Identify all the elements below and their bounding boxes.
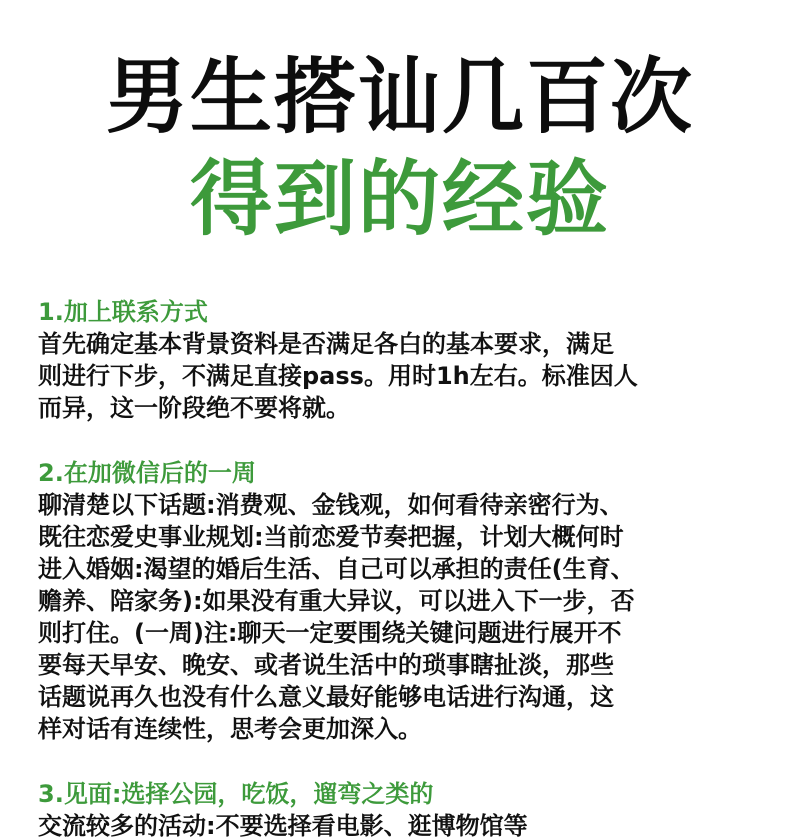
section-heading: 1.加上联系方式: [38, 298, 208, 326]
section-heading: 2.在加微信后的一周: [38, 459, 256, 487]
section-text-line: 交流较多的活动:不要选择看电影、逛博物馆等: [38, 812, 528, 840]
section-text-line: 而异，这一阶段绝不要将就。: [38, 394, 350, 422]
section-text-line: 则打住。(一周)注:聊天一定要围绕关键问题进行展开不: [38, 619, 622, 647]
section-2: [38, 457, 768, 745]
article-content: [38, 296, 768, 840]
section-text-line: 则进行下步，不满足直接pass。用时1h左右。标准因人: [38, 362, 638, 390]
section-text-line: 样对话有连续性，思考会更加深入。: [38, 715, 422, 743]
section-text-line: 进入婚姻:渴望的婚后生活、自己可以承担的责任(生育、: [38, 555, 635, 583]
section-text-line: 赡养、陪家务):如果没有重大异议，可以进入下一步，否: [38, 587, 635, 615]
section-1: [38, 296, 768, 424]
section-text-line: 首先确定基本背景资料是否满足各白的基本要求，满足: [38, 330, 614, 358]
section-text-line: 聊清楚以下话题:消费观、金钱观，如何看待亲密行为、: [38, 491, 624, 519]
title-line-2: 得到的经验: [189, 152, 610, 247]
section-heading: 3.见面:选择公园，吃饭，遛弯之类的: [38, 780, 434, 808]
section-text-line: 既往恋爱史事业规划:当前恋爱节奏把握，计划大概何时: [38, 523, 624, 551]
title-line-1: 男生搭讪几百次: [105, 50, 694, 145]
section-text-line: 要每天早安、晚安、或者说生活中的琐事瞎扯淡，那些: [38, 651, 614, 679]
section-3: [38, 778, 768, 840]
section-text-line: 话题说再久也没有什么意义最好能够电话进行沟通，这: [38, 683, 614, 711]
